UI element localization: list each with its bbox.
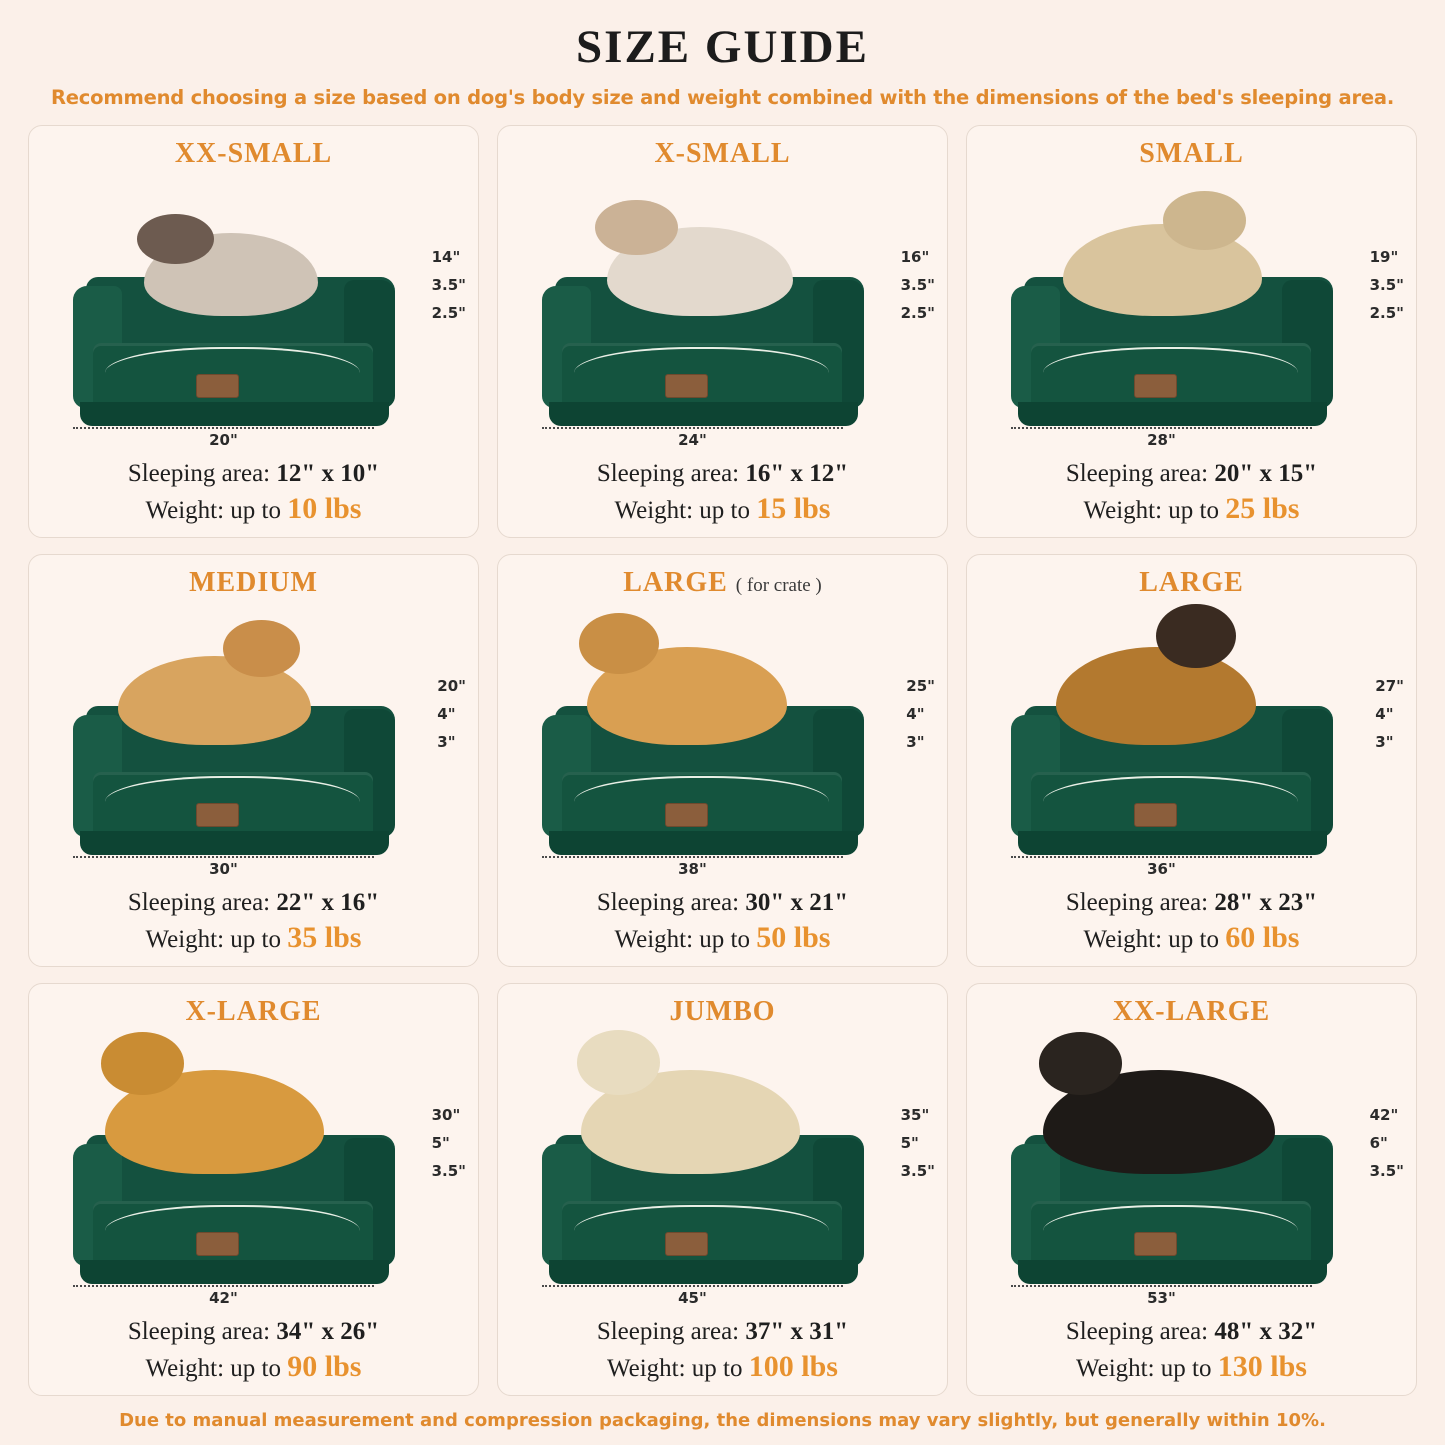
dimension-depth: 25" — [906, 677, 935, 696]
dimension-labels — [437, 679, 466, 750]
bed-illustration — [977, 1028, 1406, 1314]
brand-tag — [665, 1232, 709, 1256]
weight-label: Weight: — [614, 496, 694, 524]
weight-value: 25 lbs — [1225, 491, 1300, 525]
size-card — [28, 125, 479, 538]
sleeping-area-line — [128, 458, 379, 489]
sleeping-area-value: 16" x 12" — [745, 460, 849, 488]
bed-illustration — [508, 599, 937, 885]
weight-label: Weight: — [145, 1354, 225, 1382]
pet-head — [1156, 604, 1236, 669]
card-specs — [597, 1316, 848, 1385]
sleeping-area-value: 48" x 32" — [1214, 1318, 1318, 1346]
card-specs — [128, 1316, 379, 1385]
card-title — [185, 996, 321, 1028]
sleeping-area-line — [1066, 887, 1317, 918]
bed-base — [1018, 831, 1327, 855]
measurement-disclaimer: Due to manual measurement and compression packaging, the dimensions may vary slightly, but generally within 10%. — [119, 1410, 1326, 1431]
pet-head — [1163, 191, 1247, 250]
dimension-cushion: 3.5" — [1369, 1162, 1404, 1181]
dimension-labels — [432, 1108, 466, 1179]
pet-illustration-golden-retriever — [105, 1070, 324, 1174]
weight-value: 90 lbs — [287, 1349, 362, 1383]
pet-illustration-shiba-inu — [587, 647, 786, 745]
pet-illustration-labrador — [581, 1070, 800, 1174]
weight-label: Weight: — [607, 1354, 686, 1382]
pet-illustration-shih-tzu — [607, 227, 794, 316]
sleeping-area-value: 22" x 16" — [276, 889, 380, 917]
dimension-width: 36" — [1141, 860, 1182, 878]
size-card — [497, 125, 948, 538]
sleeping-area-value: 30" x 21" — [745, 889, 849, 917]
page-subtitle: Recommend choosing a size based on dog's body size and weight combined with the dimensions of the bed's sleeping area. — [50, 86, 1395, 109]
card-specs — [128, 458, 379, 527]
weight-line — [1066, 490, 1317, 528]
dimension-cushion: 2.5" — [431, 304, 466, 323]
pet-head — [223, 620, 300, 677]
dimension-width-line — [1011, 856, 1311, 877]
pet-head — [101, 1032, 184, 1095]
weight-value: 50 lbs — [756, 920, 831, 954]
sleeping-area-value: 34" x 26" — [276, 1318, 380, 1346]
pet-illustration-rottweiler — [1043, 1070, 1275, 1174]
weight-line — [128, 1348, 379, 1386]
sleeping-area-label: Sleeping area: — [127, 460, 271, 488]
weight-line — [128, 490, 379, 528]
dimension-depth: 14" — [431, 248, 461, 267]
size-card — [497, 554, 948, 967]
size-card — [497, 983, 948, 1396]
weight-label: Weight: — [1076, 1354, 1155, 1382]
pet-head — [1039, 1032, 1122, 1095]
dimension-labels — [901, 250, 935, 321]
dog-bed-graphic — [1011, 277, 1333, 426]
bed-illustration — [508, 1028, 937, 1314]
sleeping-area-label: Sleeping area: — [127, 1318, 271, 1346]
dimension-cushion: 3" — [906, 733, 925, 752]
card-title — [669, 996, 775, 1028]
dimension-width-line — [542, 427, 842, 448]
card-specs — [1066, 887, 1317, 956]
dimension-bolster: 3.5" — [431, 276, 466, 295]
card-size-note: ( for crate ) — [735, 575, 822, 596]
weight-upto: up to — [699, 496, 750, 524]
weight-label: Weight: — [145, 496, 225, 524]
size-card — [28, 554, 479, 967]
card-specs — [597, 458, 848, 527]
weight-line — [1066, 1348, 1317, 1386]
sleeping-area-label: Sleeping area: — [596, 889, 740, 917]
dimension-cushion: 3.5" — [900, 1162, 935, 1181]
dimension-labels — [432, 250, 466, 321]
sleeping-area-value: 28" x 23" — [1214, 889, 1318, 917]
pet-head — [577, 1030, 660, 1095]
card-size-name: XX-LARGE — [1112, 996, 1271, 1027]
dimension-bolster: 3.5" — [900, 276, 935, 295]
sleeping-area-line — [128, 1316, 379, 1347]
dimension-labels — [1375, 679, 1404, 750]
dimension-cushion: 3" — [437, 733, 456, 752]
bed-base — [549, 1260, 858, 1284]
dog-bed-graphic — [73, 1135, 395, 1284]
dimension-width-line — [1011, 427, 1311, 448]
dimension-labels — [901, 1108, 935, 1179]
dimension-width: 42" — [203, 1289, 244, 1307]
dimension-cushion: 3.5" — [431, 1162, 466, 1181]
bed-base — [80, 1260, 389, 1284]
dog-bed-graphic — [73, 706, 395, 855]
dimension-depth: 20" — [437, 677, 466, 696]
dimension-width: 24" — [672, 431, 713, 449]
bed-base — [1018, 1260, 1327, 1284]
dog-bed-graphic — [1011, 1135, 1333, 1284]
weight-value: 35 lbs — [287, 920, 362, 954]
page-title: SIZE GUIDE — [576, 21, 869, 73]
dimension-cushion: 3" — [1375, 733, 1394, 752]
sleeping-area-line — [597, 458, 848, 489]
size-card — [966, 125, 1417, 538]
weight-value: 100 lbs — [748, 1349, 838, 1383]
dimension-bolster: 5" — [431, 1134, 450, 1153]
dimension-width-line — [73, 1285, 373, 1306]
weight-upto: up to — [230, 925, 281, 953]
dimension-width: 20" — [203, 431, 244, 449]
card-size-name: SMALL — [1139, 138, 1244, 169]
dimension-bolster: 3.5" — [1369, 276, 1404, 295]
dimension-width: 53" — [1141, 1289, 1182, 1307]
dimension-width-line — [73, 427, 373, 448]
weight-line — [597, 919, 848, 957]
sleeping-area-label: Sleeping area: — [596, 1318, 740, 1346]
weight-label: Weight: — [614, 925, 694, 953]
dog-bed-graphic — [1011, 706, 1333, 855]
card-specs — [1066, 458, 1317, 527]
brand-tag — [196, 1232, 240, 1256]
weight-value: 15 lbs — [756, 491, 831, 525]
dimension-width-line — [1011, 1285, 1311, 1306]
card-size-name: XX-SMALL — [174, 138, 333, 169]
card-title — [1139, 138, 1244, 170]
bed-illustration — [39, 170, 468, 456]
pet-illustration-french-bulldog — [1063, 224, 1262, 316]
dimension-cushion: 2.5" — [1369, 304, 1404, 323]
weight-label: Weight: — [1083, 496, 1163, 524]
weight-upto: up to — [1168, 496, 1219, 524]
dimension-depth: 27" — [1375, 677, 1404, 696]
weight-line — [1066, 919, 1317, 957]
brand-tag — [665, 374, 709, 398]
pet-illustration-corgi — [118, 656, 311, 745]
weight-value: 60 lbs — [1225, 920, 1300, 954]
dimension-depth: 42" — [1369, 1106, 1399, 1125]
weight-upto: up to — [691, 1354, 743, 1382]
bed-base — [80, 831, 389, 855]
size-card — [966, 983, 1417, 1396]
weight-uptoselector: up to — [230, 496, 281, 524]
card-title — [175, 138, 332, 170]
weight-upto: up to — [1160, 1354, 1212, 1382]
size-card — [966, 554, 1417, 967]
weight-value: 10 lbs — [287, 491, 362, 525]
weight-label: Weight: — [145, 925, 225, 953]
dimension-width: 45" — [672, 1289, 713, 1307]
brand-tag — [665, 803, 709, 827]
dimension-width: 38" — [672, 860, 713, 878]
card-title — [623, 567, 822, 599]
bed-illustration — [39, 599, 468, 885]
bed-base — [549, 402, 858, 426]
card-size-name: JUMBO — [669, 996, 776, 1027]
card-specs — [597, 887, 848, 956]
pet-head — [595, 200, 677, 255]
dimension-depth: 30" — [431, 1106, 461, 1125]
pet-head — [579, 613, 659, 674]
pet-illustration-cat — [144, 233, 318, 316]
weight-line — [128, 919, 379, 957]
bed-illustration — [977, 170, 1406, 456]
sleeping-area-label: Sleeping area: — [127, 889, 271, 917]
brand-tag — [196, 803, 240, 827]
sleeping-area-label: Sleeping area: — [1065, 460, 1209, 488]
dimension-bolster: 4" — [906, 705, 925, 724]
sleeping-area-line — [1066, 1316, 1317, 1347]
bed-illustration — [977, 599, 1406, 885]
sleeping-area-value: 12" x 10" — [276, 460, 380, 488]
brand-tag — [196, 374, 240, 398]
card-title — [1113, 996, 1270, 1028]
dimension-width-line — [542, 856, 842, 877]
sleeping-area-value: 37" x 31" — [745, 1318, 849, 1346]
weight-upto: up to — [699, 925, 750, 953]
card-size-name: X-LARGE — [185, 996, 322, 1027]
card-size-name: LARGE — [623, 567, 728, 598]
dog-bed-graphic — [542, 706, 864, 855]
dimension-bolster: 4" — [1375, 705, 1394, 724]
dimension-width-line — [542, 1285, 842, 1306]
dimension-depth: 35" — [900, 1106, 930, 1125]
card-title — [654, 138, 790, 170]
card-specs — [1066, 1316, 1317, 1385]
brand-tag — [1134, 374, 1178, 398]
card-title — [1139, 567, 1244, 599]
dimension-depth: 19" — [1369, 248, 1399, 267]
size-card-grid — [28, 125, 1417, 1396]
dimension-bolster: 4" — [437, 705, 456, 724]
sleeping-area-label: Sleeping area: — [1065, 1318, 1209, 1346]
weight-upto: up to — [230, 1354, 281, 1382]
dimension-width: 28" — [1141, 431, 1182, 449]
dimension-depth: 16" — [900, 248, 930, 267]
sleeping-area-line — [597, 887, 848, 918]
card-size-name: MEDIUM — [189, 567, 318, 598]
dimension-cushion: 2.5" — [900, 304, 935, 323]
sleeping-area-line — [597, 1316, 848, 1347]
bed-base — [1018, 402, 1327, 426]
bed-illustration — [39, 1028, 468, 1314]
pet-head — [137, 214, 213, 264]
brand-tag — [1134, 803, 1178, 827]
weight-line — [597, 490, 848, 528]
sleeping-area-line — [1066, 458, 1317, 489]
dimension-labels — [1370, 250, 1404, 321]
card-specs — [128, 887, 379, 956]
sleeping-area-value: 20" x 15" — [1214, 460, 1318, 488]
dimension-width: 30" — [203, 860, 244, 878]
dimension-width-line — [73, 856, 373, 877]
dimension-labels — [906, 679, 935, 750]
weight-label: Weight: — [1083, 925, 1163, 953]
weight-value: 130 lbs — [1217, 1349, 1307, 1383]
bed-base — [80, 402, 389, 426]
dog-bed-graphic — [542, 1135, 864, 1284]
card-size-name: LARGE — [1139, 567, 1244, 598]
sleeping-area-line — [128, 887, 379, 918]
weight-line — [597, 1348, 848, 1386]
dimension-labels — [1370, 1108, 1404, 1179]
pet-illustration-border-collie — [1056, 647, 1255, 745]
weight-upto: up to — [1168, 925, 1219, 953]
dimension-bolster: 6" — [1369, 1134, 1388, 1153]
brand-tag — [1134, 1232, 1178, 1256]
sleeping-area-label: Sleeping area: — [1065, 889, 1209, 917]
card-title — [189, 567, 318, 599]
sleeping-area-label: Sleeping area: — [596, 460, 740, 488]
dog-bed-graphic — [73, 277, 395, 426]
card-size-name: X-SMALL — [654, 138, 791, 169]
bed-illustration — [508, 170, 937, 456]
size-card — [28, 983, 479, 1396]
dimension-bolster: 5" — [900, 1134, 919, 1153]
dog-bed-graphic — [542, 277, 864, 426]
bed-base — [549, 831, 858, 855]
